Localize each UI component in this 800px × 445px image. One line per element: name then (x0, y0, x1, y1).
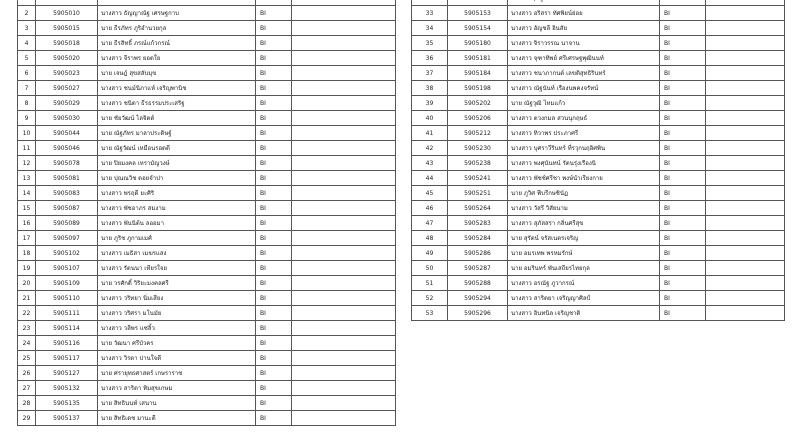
student-id: 5905029 (36, 96, 98, 111)
major-code: BI (660, 291, 706, 306)
student-id: 5905202 (448, 96, 508, 111)
student-id: 5905154 (448, 21, 508, 36)
student-name: นางสาว ทิวาพร ประภาศรี (508, 126, 660, 141)
table-row (412, 231, 785, 246)
row-number: 23 (18, 321, 36, 336)
table-row (412, 81, 785, 96)
student-id: 5905018 (36, 36, 98, 51)
row-number: 35 (412, 36, 448, 51)
row-number: 12 (18, 156, 36, 171)
student-name: นางสาว ธัญญาณัฐ เศรษฐกาบ (98, 6, 256, 21)
blank-cell (706, 216, 785, 231)
blank-cell (292, 351, 396, 366)
table-row (412, 306, 785, 321)
blank-cell (292, 231, 396, 246)
major-code: BI (256, 366, 292, 381)
student-id: 5905241 (448, 171, 508, 186)
blank-cell (706, 96, 785, 111)
major-code: BI (660, 201, 706, 216)
student-id: 5905020 (36, 51, 98, 66)
student-id: 5905027 (36, 81, 98, 96)
major-code: BI (660, 276, 706, 291)
blank-cell (706, 306, 785, 321)
major-code: BI (256, 396, 292, 411)
student-id: 5905097 (36, 231, 98, 246)
student-name: นางสาว อินทนิล เจริญชาติ (508, 306, 660, 321)
student-name: นางสาว รัตนนา เทียรใจย (98, 261, 256, 276)
table-row (18, 216, 396, 231)
table-row (412, 291, 785, 306)
blank-cell (706, 156, 785, 171)
student-name: นางสาว พัชอาภร สมงาม (98, 201, 256, 216)
table-row (412, 186, 785, 201)
student-name: นางสาว วิรดา ปานใจดี (98, 351, 256, 366)
row-number: 29 (18, 411, 36, 426)
student-name: นาย วรศักดิ์ วิริยะมงคลศรี (98, 276, 256, 291)
student-name: นางสาว พันนิต้น ลออมา (98, 216, 256, 231)
row-number: 46 (412, 201, 448, 216)
student-name: นาย อมรเทพ พรหมรักษ์ (508, 246, 660, 261)
major-code: BI (256, 336, 292, 351)
row-number: 37 (412, 66, 448, 81)
table-row (18, 411, 396, 426)
blank-cell (706, 276, 785, 291)
row-number: 26 (18, 366, 36, 381)
student-name: นางสาว พรฤดี ยะศิริ (98, 186, 256, 201)
blank-cell (706, 231, 785, 246)
blank-cell (292, 261, 396, 276)
table-row (18, 321, 396, 336)
blank-cell (706, 6, 785, 21)
major-code: BI (660, 96, 706, 111)
student-name: นางสาว ชนิดา ธีรธรรมประเสริฐ (98, 96, 256, 111)
row-number: 10 (18, 126, 36, 141)
row-number: 47 (412, 216, 448, 231)
student-id: 5905180 (448, 36, 508, 51)
blank-cell (706, 171, 785, 186)
table-row (412, 246, 785, 261)
row-number: 42 (412, 141, 448, 156)
row-number: 20 (18, 276, 36, 291)
blank-cell (292, 21, 396, 36)
student-id: 5905238 (448, 156, 508, 171)
major-code: BI (256, 381, 292, 396)
row-number: 45 (412, 186, 448, 201)
table-row (18, 6, 396, 21)
table-row (18, 336, 396, 351)
student-name: นางสาว สาริตยา เจริญญาศิลป์ (508, 291, 660, 306)
student-name: นางสาว ชนาภากนต์ เลขติสุทธิรินทร์ (508, 66, 660, 81)
student-id: 5905198 (448, 81, 508, 96)
student-name: นาย ภูวิศ ฟีบรีกษชินัฏ (508, 186, 660, 201)
student-id: 5905087 (36, 201, 98, 216)
table-row (412, 141, 785, 156)
student-name: นาย ณัฐภัทร มาลาประดิษฐ์ (98, 126, 256, 141)
table-row (412, 156, 785, 171)
table-row (18, 81, 396, 96)
student-name: นางสาว อริสรา ทัศพิยน์ย่อย (508, 6, 660, 21)
row-number: 24 (18, 336, 36, 351)
student-name: นาย ธีรภัทร ภูริอำนวยกุล (98, 21, 256, 36)
blank-cell (706, 126, 785, 141)
student-name: นางสาว วริทยา นิ่มเสียง (98, 291, 256, 306)
major-code: BI (256, 276, 292, 291)
table-row (18, 261, 396, 276)
major-code: BI (256, 321, 292, 336)
student-id: 5905109 (36, 276, 98, 291)
table-row (412, 126, 785, 141)
student-id: 5905015 (36, 21, 98, 36)
row-number: 7 (18, 81, 36, 96)
table-row (18, 231, 396, 246)
table-row (18, 201, 396, 216)
blank-cell (292, 81, 396, 96)
blank-cell (292, 216, 396, 231)
table-row (18, 306, 396, 321)
major-code: BI (256, 186, 292, 201)
major-code: BI (660, 81, 706, 96)
student-name: นางสาว จีราพร ยอดใย (98, 51, 256, 66)
row-number: 53 (412, 306, 448, 321)
student-name: นางสาว พงศุนันทน์ รัตนรุ่งเรืองนิ (508, 156, 660, 171)
blank-cell (292, 381, 396, 396)
table-row (18, 246, 396, 261)
major-code: BI (256, 171, 292, 186)
student-id: 5905251 (448, 186, 508, 201)
major-code: BI (256, 66, 292, 81)
student-id: 5905206 (448, 111, 508, 126)
major-code: BI (660, 21, 706, 36)
student-name: นางสาว จิราวรรณ นาจาน (508, 36, 660, 51)
table-row (18, 186, 396, 201)
student-id: 5905078 (36, 156, 98, 171)
table-row (18, 21, 396, 36)
student-id: 5905137 (36, 411, 98, 426)
blank-cell (292, 51, 396, 66)
student-name: นาย ณัฐวุฒิ ไหมแก้ว (508, 96, 660, 111)
student-id: 5905114 (36, 321, 98, 336)
student-id: 5905010 (36, 6, 98, 21)
row-number: 9 (18, 111, 36, 126)
blank-cell (706, 261, 785, 276)
row-number: 49 (412, 246, 448, 261)
row-number: 18 (18, 246, 36, 261)
table-row (18, 291, 396, 306)
student-name: นาย วัฒนา ศรีบัวคร (98, 336, 256, 351)
row-number: 17 (18, 231, 36, 246)
major-code: BI (660, 216, 706, 231)
major-code: BI (256, 246, 292, 261)
table-row (18, 171, 396, 186)
student-id: 5905116 (36, 336, 98, 351)
row-number: 13 (18, 171, 36, 186)
row-number: 43 (412, 156, 448, 171)
student-id: 5905153 (448, 6, 508, 21)
row-number: 28 (18, 396, 36, 411)
row-number: 25 (18, 351, 36, 366)
row-number: 40 (412, 111, 448, 126)
student-name: นางสาว วลีพร แซ่ลิ้ว (98, 321, 256, 336)
student-id: 5905044 (36, 126, 98, 141)
student-id: 5905132 (36, 381, 98, 396)
row-number: 34 (412, 21, 448, 36)
student-name: นาย ชัยวัฒน์ ไลจิตต์ (98, 111, 256, 126)
row-number: 8 (18, 96, 36, 111)
student-list-body-right (412, 0, 785, 321)
student-name: นางสาว อรณัฐ ภูวากรณ์ (508, 276, 660, 291)
table-row (412, 201, 785, 216)
table-row (18, 381, 396, 396)
student-name: นาย ณัฐวัฒน์ เหมือนรอดดี (98, 141, 256, 156)
major-code: BI (660, 186, 706, 201)
student-name: นาย สุรัตน์ จรัสเนตรเจริญ (508, 231, 660, 246)
row-number: 48 (412, 231, 448, 246)
student-name: นาย ภูริช ภูกามเมศ์ (98, 231, 256, 246)
row-number: 27 (18, 381, 36, 396)
table-row (412, 111, 785, 126)
major-code: BI (660, 261, 706, 276)
row-number: 11 (18, 141, 36, 156)
row-number: 44 (412, 171, 448, 186)
student-name: นางสาว ชนม์นิภาแห์ เจริญพานิช (98, 81, 256, 96)
student-name: นาย ธีรสิทธิ์ ภรณ์แก้วกรณ์ (98, 36, 256, 51)
blank-cell (292, 6, 396, 21)
major-code: BI (660, 306, 706, 321)
major-code: BI (256, 201, 292, 216)
major-code: BI (660, 156, 706, 171)
student-id: 5905102 (36, 246, 98, 261)
major-code: BI (256, 81, 292, 96)
blank-cell (706, 36, 785, 51)
row-number: 33 (412, 6, 448, 21)
student-id: 5905083 (36, 186, 98, 201)
major-code: BI (660, 246, 706, 261)
blank-cell (292, 126, 396, 141)
student-id: 5905181 (448, 51, 508, 66)
student-name: นางสาว พัชช์ศรีชา พงษ์นำเรียงกาย (508, 171, 660, 186)
blank-cell (292, 111, 396, 126)
student-name: นางสาว วัสรี วิสัยนาม (508, 201, 660, 216)
major-code: BI (256, 306, 292, 321)
table-row (18, 126, 396, 141)
student-id: 5905286 (448, 246, 508, 261)
major-code: BI (256, 96, 292, 111)
student-list-table-left (17, 0, 396, 426)
major-code: BI (256, 156, 292, 171)
major-code: BI (256, 411, 292, 426)
table-row (412, 261, 785, 276)
major-code: BI (256, 291, 292, 306)
student-id: 5905294 (448, 291, 508, 306)
blank-cell (706, 111, 785, 126)
row-number: 51 (412, 276, 448, 291)
major-code: BI (660, 36, 706, 51)
table-row (412, 276, 785, 291)
blank-cell (292, 396, 396, 411)
blank-cell (292, 201, 396, 216)
table-row (18, 396, 396, 411)
blank-cell (292, 186, 396, 201)
row-number: 22 (18, 306, 36, 321)
student-name: นางสาว จุฑาทิพย์ ศรีเศรษฐพุฒินนท์ (508, 51, 660, 66)
row-number: 41 (412, 126, 448, 141)
row-number: 16 (18, 216, 36, 231)
student-id: 5905184 (448, 66, 508, 81)
student-id: 5905081 (36, 171, 98, 186)
table-row (18, 111, 396, 126)
row-number: 38 (412, 81, 448, 96)
student-name: นางสาว สาริตา ทิมสุขเกษม (98, 381, 256, 396)
blank-cell (292, 171, 396, 186)
student-list-table-right (411, 0, 785, 321)
student-name: นาย สิทธิเดช มานะดี (98, 411, 256, 426)
table-row (412, 171, 785, 186)
major-code: BI (660, 111, 706, 126)
major-code: BI (660, 171, 706, 186)
student-id: 5905230 (448, 141, 508, 156)
blank-cell (292, 321, 396, 336)
row-number: 21 (18, 291, 36, 306)
student-id: 5905284 (448, 231, 508, 246)
blank-cell (706, 201, 785, 216)
table-row (18, 276, 396, 291)
student-name: นาย ปิยมงคล เหรามัญวงษ์ (98, 156, 256, 171)
row-number: 5 (18, 51, 36, 66)
blank-cell (706, 141, 785, 156)
major-code: BI (256, 36, 292, 51)
student-id: 5905212 (448, 126, 508, 141)
table-row (18, 51, 396, 66)
major-code: BI (256, 141, 292, 156)
table-row (18, 66, 396, 81)
table-row (412, 216, 785, 231)
student-id: 5905089 (36, 216, 98, 231)
table-row (412, 51, 785, 66)
major-code: BI (256, 51, 292, 66)
table-row (18, 156, 396, 171)
student-id: 5905264 (448, 201, 508, 216)
blank-cell (292, 276, 396, 291)
blank-cell (292, 66, 396, 81)
student-id: 5905023 (36, 66, 98, 81)
blank-cell (292, 246, 396, 261)
major-code: BI (256, 6, 292, 21)
table-row (412, 36, 785, 51)
student-name: นางสาว เมธิสา เมฆรแสง (98, 246, 256, 261)
table-row (18, 141, 396, 156)
table-row (412, 66, 785, 81)
row-number: 6 (18, 66, 36, 81)
blank-cell (292, 366, 396, 381)
student-id: 5905110 (36, 291, 98, 306)
student-name: นางสาว ดวงกมล สวนนุกฤษธ์ (508, 111, 660, 126)
blank-cell (706, 66, 785, 81)
row-number: 19 (18, 261, 36, 276)
row-number: 14 (18, 186, 36, 201)
student-name: นาย ปุณณวิช ดอยจำปา (98, 171, 256, 186)
blank-cell (706, 51, 785, 66)
student-name: นางสาว วริศรา มโนมัย (98, 306, 256, 321)
student-name: นางสาว อัญชลี อินสัย (508, 21, 660, 36)
major-code: BI (660, 51, 706, 66)
student-id: 5905283 (448, 216, 508, 231)
table-row (412, 96, 785, 111)
student-id: 5905288 (448, 276, 508, 291)
student-name: นาย ศรายุทธศาสตร์ เกษราราช (98, 366, 256, 381)
major-code: BI (660, 126, 706, 141)
blank-cell (706, 291, 785, 306)
student-id: 5905030 (36, 111, 98, 126)
row-number: 39 (412, 96, 448, 111)
major-code: BI (256, 126, 292, 141)
student-name: นางสาว บุศราวีรินทร์ ที่รวุกนฤอิศพิน (508, 141, 660, 156)
student-id: 5905135 (36, 396, 98, 411)
major-code: BI (256, 21, 292, 36)
major-code: BI (660, 231, 706, 246)
student-id: 5905287 (448, 261, 508, 276)
table-row (18, 351, 396, 366)
blank-cell (292, 306, 396, 321)
student-id: 5905296 (448, 306, 508, 321)
major-code: BI (256, 111, 292, 126)
blank-cell (706, 246, 785, 261)
blank-cell (292, 141, 396, 156)
major-code: BI (256, 216, 292, 231)
row-number: 36 (412, 51, 448, 66)
blank-cell (292, 411, 396, 426)
major-code: BI (256, 351, 292, 366)
blank-cell (292, 36, 396, 51)
row-number: 50 (412, 261, 448, 276)
row-number: 2 (18, 6, 36, 21)
table-row (412, 21, 785, 36)
student-id: 5905111 (36, 306, 98, 321)
student-list-body-left (18, 0, 396, 426)
student-id: 5905107 (36, 261, 98, 276)
table-row (18, 96, 396, 111)
student-name: นาย สิทธินนท์ เสนาน (98, 396, 256, 411)
row-number: 15 (18, 201, 36, 216)
table-row (18, 36, 396, 51)
blank-cell (706, 81, 785, 96)
major-code: BI (256, 231, 292, 246)
blank-cell (292, 336, 396, 351)
student-id: 5905046 (36, 141, 98, 156)
student-name: นางสาว สุภัสสรา กลิ่นศรีสุข (508, 216, 660, 231)
student-id: 5905117 (36, 351, 98, 366)
blank-cell (706, 186, 785, 201)
major-code: BI (660, 141, 706, 156)
student-name: นาย เจษฎ์ สุขสลับมุข (98, 66, 256, 81)
table-row (412, 6, 785, 21)
student-id: 5905127 (36, 366, 98, 381)
blank-cell (292, 96, 396, 111)
row-number: 4 (18, 36, 36, 51)
blank-cell (706, 21, 785, 36)
major-code: BI (660, 6, 706, 21)
student-name: นางสาว ณัฐนันท์ เรืองนพคงจรัทน์ (508, 81, 660, 96)
row-number: 52 (412, 291, 448, 306)
major-code: BI (256, 261, 292, 276)
blank-cell (292, 291, 396, 306)
major-code: BI (660, 66, 706, 81)
blank-cell (292, 156, 396, 171)
student-name: นาย อมรินทร์ พันเสถียรไทยกุล (508, 261, 660, 276)
row-number: 3 (18, 21, 36, 36)
table-row (18, 366, 396, 381)
